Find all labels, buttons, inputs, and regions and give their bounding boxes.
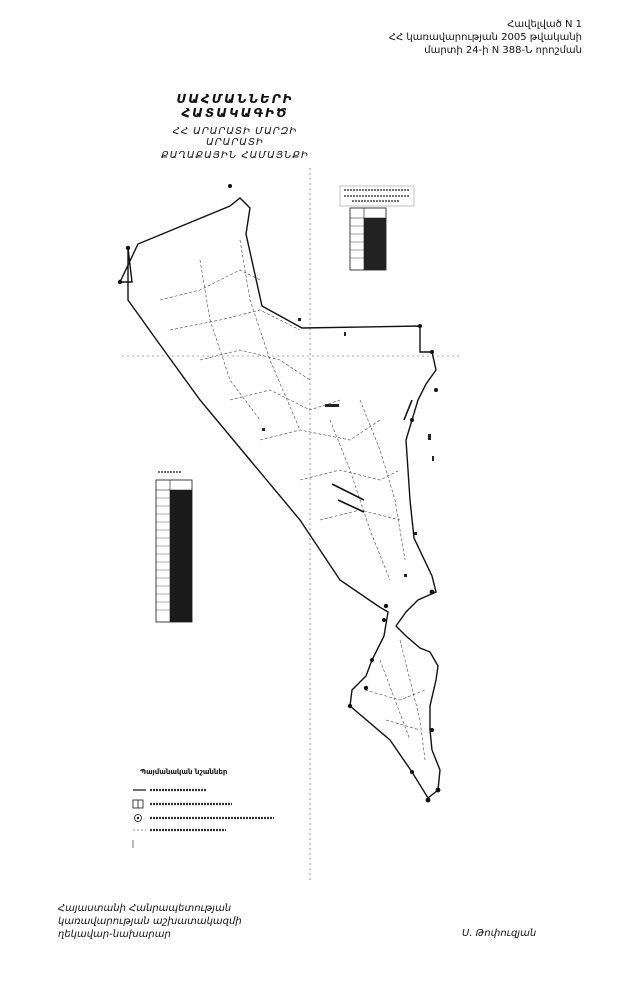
map-title: ՍԱՀՄԱՆՆԵՐԻ ՀԱՏԱԿԱԳԻԾ — [176, 92, 294, 120]
signatory-title — [58, 902, 242, 941]
signatory-line-2: կառավարության աշխատակազմի — [58, 916, 242, 927]
map-subtitle-1: ՀՀ ԱՐԱՐԱՏԻ ՄԱՐԶԻ ԱՐԱՐԱՏԻ — [172, 126, 298, 148]
legend-symbols — [133, 790, 274, 848]
annex-line-1: Հավելված N 1 — [507, 19, 582, 30]
coordinates-table-right — [340, 186, 414, 270]
settlement-marks — [262, 318, 434, 577]
signatory-line-3: ղեկավար-նախարար — [58, 929, 171, 940]
legend-title: Պայմանական նշաններ — [140, 768, 228, 776]
internal-roads — [160, 240, 425, 760]
main-roads — [332, 400, 412, 512]
annex-line-2: ՀՀ կառավարության 2005 թվականի — [388, 32, 582, 43]
signatory-line-1: Հայաստանի Հանրապետության — [58, 903, 232, 914]
map-subtitle-2: ՔԱՂԱՔԱՅԻՆ ՀԱՄԱՅՆՔԻ — [161, 150, 309, 161]
coordinates-table-left — [156, 472, 192, 622]
signatory-name: Ս. Թոփուզյան — [462, 928, 537, 939]
annex-line-3: մարտի 24-ի N 388-Ն որոշման — [424, 45, 582, 56]
boundary-points — [118, 184, 441, 802]
